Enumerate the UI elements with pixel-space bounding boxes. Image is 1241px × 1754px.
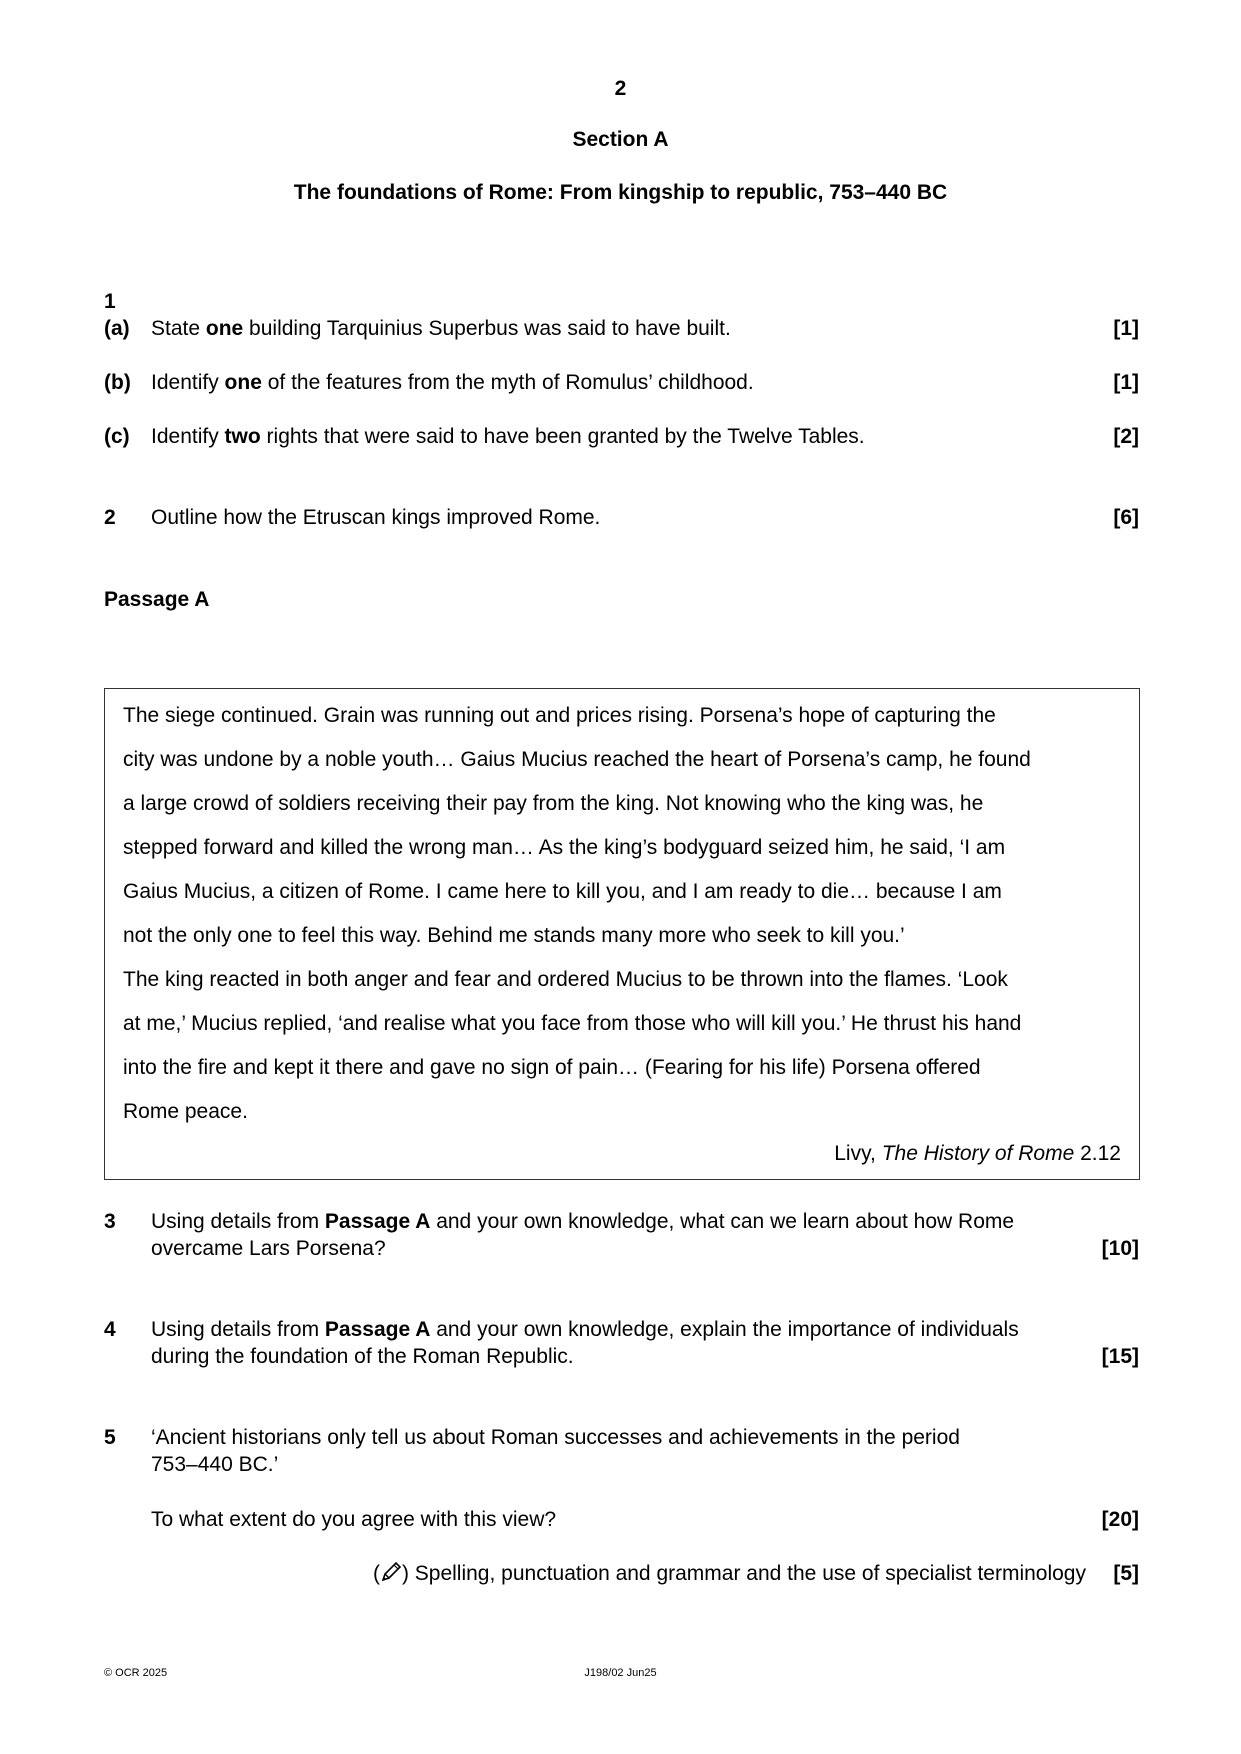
question-2-marks: [6]	[1113, 506, 1139, 529]
passage-line: into the fire and kept it there and gave no sign of pain… (Fearing for his life) Porsena offered	[123, 1056, 981, 1079]
question-1-number: 1	[104, 290, 116, 313]
question-3-marks: [10]	[1101, 1237, 1139, 1260]
question-4-marks: [15]	[1101, 1345, 1139, 1368]
section-title: Section A	[572, 128, 669, 151]
question-1a-label: (a)	[104, 317, 130, 340]
question-5-marks: [20]	[1101, 1508, 1139, 1531]
footer-copyright: © OCR 2025	[104, 1667, 168, 1679]
question-5-number: 5	[104, 1426, 116, 1449]
passage-citation: Livy, The History of Rome 2.12	[834, 1142, 1121, 1165]
passage-line: The siege continued. Grain was running out and prices rising. Porsena’s hope of capturing the	[123, 704, 996, 727]
question-1c-label: (c)	[104, 425, 130, 448]
page-number: 2	[614, 77, 627, 100]
passage-line: not the only one to feel this way. Behind me stands many more who seek to kill you.’	[123, 924, 905, 947]
passage-line: The king reacted in both anger and fear and ordered Mucius to be thrown into the flames. ‘Look	[123, 968, 1008, 991]
question-4-text-line2: during the foundation of the Roman Republic.	[151, 1345, 574, 1368]
question-5-quote-line2: 753–440 BC.’	[151, 1453, 279, 1476]
question-1a-text: State one building Tarquinius Superbus was said to have built.	[151, 317, 731, 340]
question-2-text: Outline how the Etruscan kings improved Rome.	[151, 506, 601, 529]
spag-line: ( ) Spelling, punctuation and grammar and the use of specialist terminology	[373, 1561, 1086, 1590]
question-3-number: 3	[104, 1210, 116, 1233]
question-4-text-line1: Using details from Passage A and your own knowledge, explain the importance of individuals	[151, 1318, 1019, 1341]
question-5-quote-line1: ‘Ancient historians only tell us about Roman successes and achievements in the period	[151, 1426, 960, 1449]
passage-line: at me,’ Mucius replied, ‘and realise what you face from those who will kill you.’ He thrust his hand	[123, 1012, 1022, 1035]
question-2-number: 2	[104, 506, 116, 529]
question-5-prompt: To what extent do you agree with this view?	[151, 1508, 557, 1531]
pencil-icon	[380, 1561, 402, 1590]
topic-title: The foundations of Rome: From kingship to republic, 753–440 BC	[293, 181, 948, 204]
question-1b-marks: [1]	[1113, 371, 1139, 394]
passage-box	[104, 688, 1140, 1180]
question-1b-label: (b)	[104, 371, 131, 394]
passage-heading: Passage A	[104, 588, 210, 611]
question-3-text-line1: Using details from Passage A and your own knowledge, what can we learn about how Rome	[151, 1210, 1015, 1233]
passage-line: Rome peace.	[123, 1100, 248, 1123]
question-4-number: 4	[104, 1318, 116, 1341]
passage-line: stepped forward and killed the wrong man… As the king’s bodyguard seized him, he said, ‘I am	[123, 836, 1006, 859]
footer-paper-code: J198/02 Jun25	[584, 1667, 657, 1679]
question-1c-text: Identify two rights that were said to have been granted by the Twelve Tables.	[151, 425, 865, 448]
spag-marks: [5]	[1113, 1562, 1139, 1585]
question-1a-marks: [1]	[1113, 317, 1139, 340]
question-3-text-line2: overcame Lars Porsena?	[151, 1237, 386, 1260]
passage-line: a large crowd of soldiers receiving their pay from the king. Not knowing who the king was, he	[123, 792, 984, 815]
question-1b-text: Identify one of the features from the myth of Romulus’ childhood.	[151, 371, 754, 394]
passage-line: Gaius Mucius, a citizen of Rome. I came here to kill you, and I am ready to die… because I am	[123, 880, 1002, 903]
passage-line: city was undone by a noble youth… Gaius Mucius reached the heart of Porsena’s camp, he found	[123, 748, 1031, 771]
question-1c-marks: [2]	[1113, 425, 1139, 448]
